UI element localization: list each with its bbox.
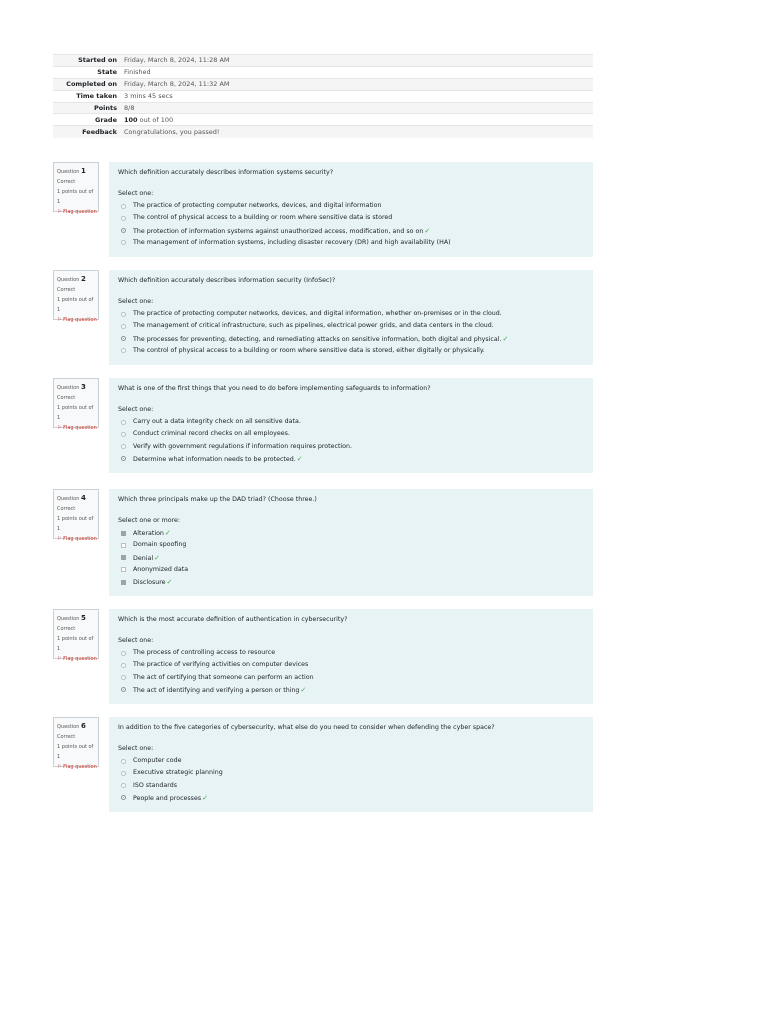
answer-option[interactable]: [118, 212, 593, 224]
question-text: What is one of the first things that you need to do before implementing safeguards to information?: [118, 385, 431, 392]
radio-button[interactable]: [121, 444, 126, 449]
question-word: Question: [57, 385, 80, 391]
answer-option[interactable]: [118, 792, 593, 804]
checkbox[interactable]: [121, 567, 126, 572]
question-text: Which three principals make up the DAD triad? (Choose three.): [118, 496, 317, 503]
question-text: Which is the most accurate definition of authentication in cybersecurity?: [118, 616, 348, 623]
question-number: 3: [80, 383, 86, 391]
flag-question-button[interactable]: [57, 534, 98, 544]
grade-score: 100: [124, 115, 138, 124]
answer-label: The management of critical infrastructure, such as pipelines, electrical power grids, and data centers in the cloud.: [133, 322, 494, 330]
radio-button-selected[interactable]: [121, 228, 126, 233]
question-content-5: [109, 609, 593, 704]
flag-question-button[interactable]: [57, 654, 98, 664]
flag-icon: ⚐: [57, 536, 62, 542]
answer-label: The control of physical access to a building or room where sensitive data is stored, either digitally or physically.: [133, 346, 485, 354]
summary-row-time: [53, 90, 593, 102]
question-number: 6: [80, 722, 86, 730]
flag-icon: ⚐: [57, 425, 62, 431]
summary-value: 8/8: [121, 102, 593, 114]
answer-option[interactable]: [118, 539, 593, 551]
flag-question-button[interactable]: [57, 315, 98, 325]
summary-value: Finished: [121, 66, 593, 78]
answer-option[interactable]: [118, 320, 593, 332]
correct-check-icon: ✓: [424, 226, 431, 235]
answer-label: Computer code: [133, 757, 182, 764]
answer-label: Determine what information needs to be protected.: [133, 455, 296, 463]
answer-label: ISO standards: [133, 781, 178, 789]
flag-question-label: Flag question: [63, 425, 97, 431]
summary-value: Congratulations, you passed!: [121, 126, 593, 138]
answer-option[interactable]: [118, 225, 593, 237]
radio-button[interactable]: [121, 783, 126, 788]
radio-button[interactable]: [121, 663, 126, 668]
summary-row-completed: [53, 78, 593, 90]
checkbox-checked[interactable]: [121, 531, 126, 536]
radio-button[interactable]: [121, 771, 126, 776]
flag-icon: ⚐: [57, 209, 62, 215]
question-content-1: [109, 162, 593, 257]
answer-option[interactable]: [118, 564, 593, 576]
answer-label: The practice of protecting computer networks, devices, and digital information: [133, 202, 382, 209]
question-number: 1: [80, 167, 86, 175]
answer-label: Anonymized data: [133, 565, 189, 573]
select-prompt: Select one:: [118, 190, 154, 197]
question-word: Question: [57, 616, 80, 622]
flag-question-button[interactable]: [57, 762, 98, 772]
select-prompt: Select one or more:: [118, 517, 181, 524]
summary-value: 3 mins 45 secs: [121, 90, 593, 102]
answer-option[interactable]: [118, 345, 593, 357]
answer-label: The process of controlling access to resource: [133, 649, 276, 656]
answer-label: Domain spoofing: [133, 541, 187, 549]
flag-question-label: Flag question: [63, 317, 97, 323]
summary-label: Started on: [53, 55, 121, 67]
question-info-4: [53, 489, 99, 542]
radio-button[interactable]: [121, 675, 126, 680]
checkbox-checked[interactable]: [121, 555, 126, 560]
answer-label: Verify with government regulations if information requires protection.: [133, 442, 353, 450]
checkbox[interactable]: [121, 543, 126, 548]
radio-button[interactable]: [121, 324, 126, 329]
summary-label: Completed on: [53, 78, 121, 90]
question-grade: 1 points out of 1: [57, 297, 94, 313]
question-state: Correct: [57, 287, 76, 293]
question-grade: 1 points out of 1: [57, 744, 94, 760]
flag-icon: ⚐: [57, 764, 62, 770]
radio-button[interactable]: [121, 240, 126, 245]
answer-option[interactable]: [118, 647, 593, 659]
answer-option[interactable]: [118, 428, 593, 440]
correct-check-icon: ✓: [296, 454, 303, 463]
answer-option[interactable]: [118, 576, 593, 588]
select-prompt: Select one:: [118, 406, 154, 413]
summary-label: State: [53, 66, 121, 78]
answer-label: The practice of verifying activities on computer devices: [133, 661, 309, 669]
flag-question-label: Flag question: [63, 656, 97, 662]
flag-icon: ⚐: [57, 317, 62, 323]
summary-label: Grade: [53, 114, 121, 126]
radio-button-selected[interactable]: [121, 795, 126, 800]
question-grade: 1 points out of 1: [57, 636, 94, 652]
flag-question-label: Flag question: [63, 536, 97, 542]
question-state: Correct: [57, 506, 76, 512]
grade-suffix: out of 100: [139, 115, 174, 124]
answer-option[interactable]: [118, 333, 593, 345]
radio-button-selected[interactable]: [121, 456, 126, 461]
answer-option[interactable]: [118, 441, 593, 453]
answer-label: The act of identifying and verifying a person or thing: [133, 686, 300, 694]
answer-option[interactable]: [118, 672, 593, 684]
question-content-3: [109, 378, 593, 473]
flag-question-label: Flag question: [63, 764, 97, 770]
question-text: In addition to the five categories of cybersecurity, what else do you need to consider when defending the cyber space?: [118, 724, 495, 731]
answer-option[interactable]: [118, 684, 593, 696]
answer-label: Executive strategic planning: [133, 769, 223, 777]
question-word: Question: [57, 496, 80, 502]
question-word: Question: [57, 724, 80, 730]
checkbox-checked[interactable]: [121, 580, 126, 585]
answer-option[interactable]: [118, 755, 593, 767]
question-state: Correct: [57, 626, 76, 632]
summary-row-started: [53, 55, 593, 67]
answer-label: The protection of information systems against unauthorized access, modification, and so on: [133, 227, 424, 235]
correct-check-icon: ✓: [164, 529, 171, 537]
question-text: Which definition accurately describes information systems security?: [118, 169, 334, 176]
flag-question-label: Flag question: [63, 209, 97, 215]
question-number: 4: [80, 494, 86, 502]
flag-icon: ⚐: [57, 656, 62, 662]
question-info-5: [53, 609, 99, 662]
summary-row-grade: [53, 114, 593, 126]
summary-label: Time taken: [53, 90, 121, 102]
correct-check-icon: ✓: [202, 793, 208, 802]
select-prompt: Select one:: [118, 637, 154, 644]
answer-option[interactable]: [118, 659, 593, 671]
radio-button[interactable]: [121, 312, 126, 317]
radio-button[interactable]: [121, 204, 126, 209]
select-prompt: Select one:: [118, 745, 154, 752]
summary-row-state: [53, 66, 593, 78]
question-state: Correct: [57, 179, 76, 185]
summary-label: Points: [53, 102, 121, 114]
answer-option[interactable]: [118, 237, 593, 249]
answer-label: Disclosure: [133, 579, 166, 587]
radio-button[interactable]: [121, 759, 126, 764]
answer-label: Denial: [133, 554, 154, 562]
question-info-3: [53, 378, 99, 431]
question-info-6: [53, 717, 99, 770]
question-info-2: [53, 270, 99, 323]
question-content-2: [109, 270, 593, 365]
question-grade: 1 points out of 1: [57, 405, 94, 421]
summary-value: [121, 114, 593, 126]
summary-label: Feedback: [53, 126, 121, 138]
answer-label: People and processes: [133, 794, 202, 802]
question-word: Question: [57, 277, 80, 283]
radio-button-selected[interactable]: [121, 687, 126, 692]
question-number: 2: [80, 275, 86, 283]
radio-button[interactable]: [121, 420, 126, 425]
correct-check-icon: ✓: [154, 553, 160, 562]
summary-row-points: [53, 102, 593, 114]
select-prompt: Select one:: [118, 298, 154, 305]
radio-button-selected[interactable]: [121, 336, 126, 341]
summary-value: Friday, March 8, 2024, 11:32 AM: [121, 78, 593, 90]
answer-label: The practice of protecting computer networks, devices, and digital information, whether on-premises or in the cloud.: [133, 310, 502, 317]
answer-option[interactable]: [118, 552, 593, 564]
answer-option[interactable]: [118, 527, 593, 539]
answer-label: The act of certifying that someone can perform an action: [133, 673, 314, 681]
question-content-4: [109, 489, 593, 596]
radio-button[interactable]: [121, 432, 126, 437]
summary-value: Friday, March 8, 2024, 11:28 AM: [121, 55, 593, 67]
radio-button[interactable]: [121, 216, 126, 221]
question-info-1: [53, 162, 99, 215]
correct-check-icon: ✓: [166, 578, 173, 587]
flag-question-button[interactable]: [57, 423, 98, 433]
answer-option[interactable]: [118, 780, 593, 792]
question-grade: 1 points out of 1: [57, 189, 94, 205]
answer-option[interactable]: [118, 767, 593, 779]
answer-option[interactable]: [118, 308, 593, 320]
question-number: 5: [80, 614, 86, 622]
flag-question-button[interactable]: [57, 207, 98, 217]
radio-button[interactable]: [121, 348, 126, 353]
correct-check-icon: ✓: [300, 685, 307, 694]
answer-label: The control of physical access to a building or room where sensitive data is stored: [133, 214, 393, 222]
answer-option[interactable]: [118, 453, 593, 465]
question-content-6: [109, 717, 593, 812]
answer-label: Conduct criminal record checks on all employees.: [133, 430, 290, 438]
answer-label: The management of information systems, including disaster recovery (DR) and high availability (HA): [133, 238, 451, 246]
answer-option[interactable]: [118, 200, 593, 212]
question-word: Question: [57, 169, 80, 175]
question-state: Correct: [57, 734, 76, 740]
answer-label: The processes for preventing, detecting, and remediating attacks on sensitive information, both digital and physical.: [133, 335, 502, 343]
answer-option[interactable]: [118, 416, 593, 428]
question-state: Correct: [57, 395, 76, 401]
answer-label: Carry out a data integrity check on all sensitive data.: [133, 418, 301, 425]
attempt-summary-table: [53, 54, 593, 138]
answer-label: Alteration: [133, 530, 164, 537]
question-grade: 1 points out of 1: [57, 516, 94, 532]
radio-button[interactable]: [121, 651, 126, 656]
question-text: Which definition accurately describes information security (InfoSec)?: [118, 277, 336, 284]
correct-check-icon: ✓: [502, 334, 509, 343]
summary-row-feedback: [53, 126, 593, 138]
